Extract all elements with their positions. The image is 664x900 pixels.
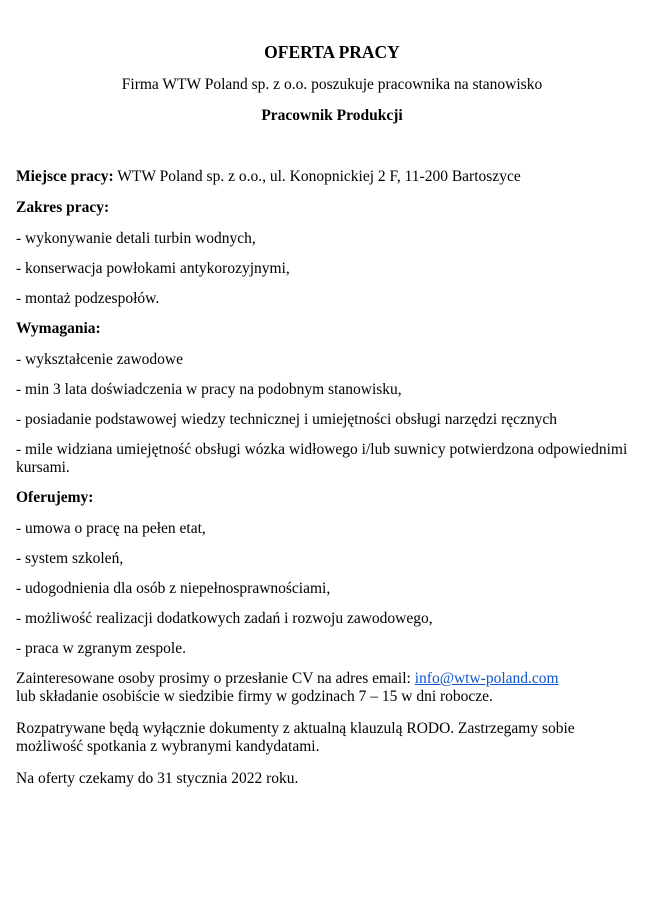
position-title: Pracownik Produkcji	[261, 107, 403, 124]
scope-item: - montaż podzespołów.	[16, 290, 160, 307]
offer-item: - udogodnienia dla osób z niepełnosprawnościami,	[16, 580, 331, 597]
intro-text: Firma WTW Poland sp. z o.o. poszukuje pracownika na stanowisko	[121, 76, 543, 93]
requirement-item: - min 3 lata doświadczenia w pracy na podobnym stanowisku,	[16, 381, 402, 398]
requirements-heading: Wymagania:	[16, 320, 101, 337]
scope-heading: Zakres pracy:	[16, 199, 110, 216]
deadline-paragraph: Na oferty czekamy do 31 stycznia 2022 roku.	[16, 770, 299, 787]
contact-paragraph	[16, 670, 636, 706]
requirement-item: - posiadanie podstawowej wiedzy technicznej i umiejętności obsługi narzędzi ręcznych	[16, 411, 558, 428]
offer-item: - umowa o pracę na pełen etat,	[16, 520, 206, 537]
requirement-item: - wykształcenie zawodowe	[16, 351, 183, 368]
email-link[interactable]: info@wtw-poland.com	[414, 670, 559, 687]
offer-item: - możliwość realizacji dodatkowych zadań i rozwoju zawodowego,	[16, 610, 433, 627]
offer-heading: Oferujemy:	[16, 489, 94, 506]
offer-item: - system szkoleń,	[16, 550, 124, 567]
contact-text-after: lub składanie osobiście w siedzibie firmy w godzinach 7 – 15 w dni robocze.	[16, 688, 493, 705]
rodo-paragraph: Rozpatrywane będą wyłącznie dokumenty z aktualną klauzulą RODO. Zastrzegamy sobie możliwość spotkania z wybranymi kandydatami.	[16, 720, 575, 755]
offer-content	[16, 168, 636, 802]
scope-item: - konserwacja powłokami antykorozyjnymi,	[16, 260, 290, 277]
workplace-label: Miejsce pracy:	[16, 168, 114, 185]
workplace-value: WTW Poland sp. z o.o., ul. Konopnickiej 2 F, 11-200 Bartoszyce	[113, 168, 521, 185]
workplace-line	[16, 168, 636, 186]
contact-text: Zainteresowane osoby prosimy o przesłanie CV na adres email:	[16, 670, 415, 687]
document-title: OFERTA PRACY	[264, 42, 400, 62]
requirement-item: - mile widziana umiejętność obsługi wózka widłowego i/lub suwnicy potwierdzona odpowiednimi kursami.	[16, 441, 628, 476]
scope-item: - wykonywanie detali turbin wodnych,	[16, 230, 256, 247]
offer-item: - praca w zgranym zespole.	[16, 640, 186, 657]
